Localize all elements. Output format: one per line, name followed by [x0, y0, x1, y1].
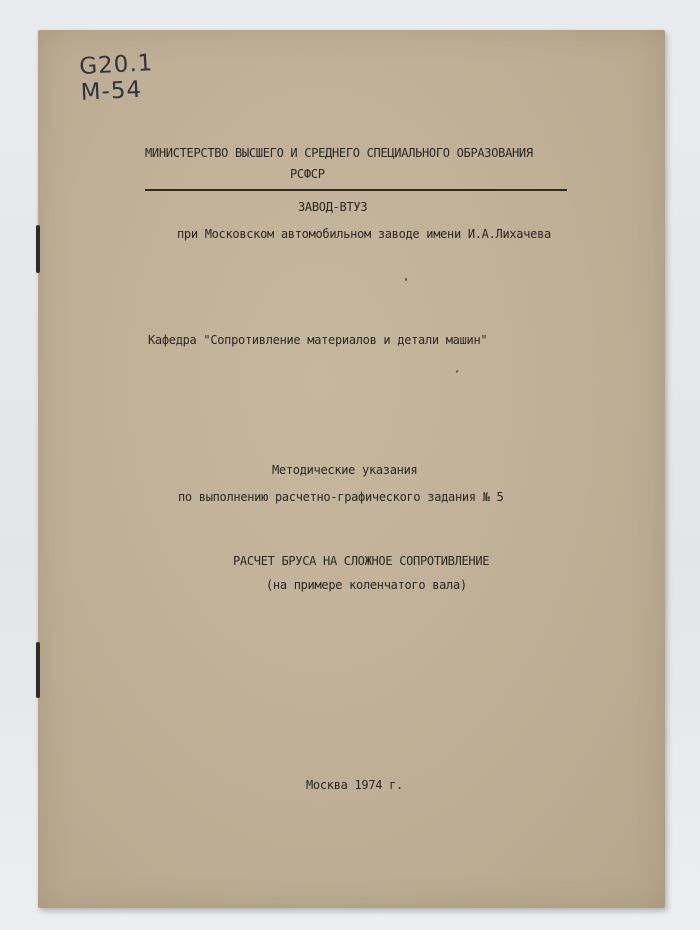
handwritten-line-2: M-54	[80, 76, 143, 106]
document-subtitle: (на примере коленчатого вала)	[266, 578, 467, 592]
header-rule	[145, 189, 567, 191]
institution-affiliation: при Московском автомобильном заводе имени И.А.Лихачева	[177, 227, 551, 241]
imprint-line: Москва 1974 г.	[306, 778, 403, 792]
staple-bottom	[36, 642, 40, 698]
paper-speck	[455, 370, 458, 374]
handwritten-shelfmark	[79, 50, 156, 106]
guide-line-1: Методические указания	[272, 463, 418, 477]
document-title: РАСЧЕТ БРУСА НА СЛОЖНОЕ СОПРОТИВЛЕНИЕ	[233, 554, 490, 568]
handwritten-line-1: G20.1	[78, 50, 154, 80]
institution-name: ЗАВОД-ВТУЗ	[298, 200, 368, 214]
paper-speck	[405, 278, 407, 281]
guide-line-2: по выполнению расчетно-графического задания № 5	[178, 490, 504, 504]
staple-top	[36, 225, 40, 273]
department-line: Кафедра "Сопротивление материалов и детали машин"	[148, 333, 488, 347]
ministry-line: МИНИСТЕРСТВО ВЫСШЕГО И СРЕДНЕГО СПЕЦИАЛЬНОГО ОБРАЗОВАНИЯ	[145, 146, 533, 160]
republic-line: РСФСР	[290, 167, 325, 181]
